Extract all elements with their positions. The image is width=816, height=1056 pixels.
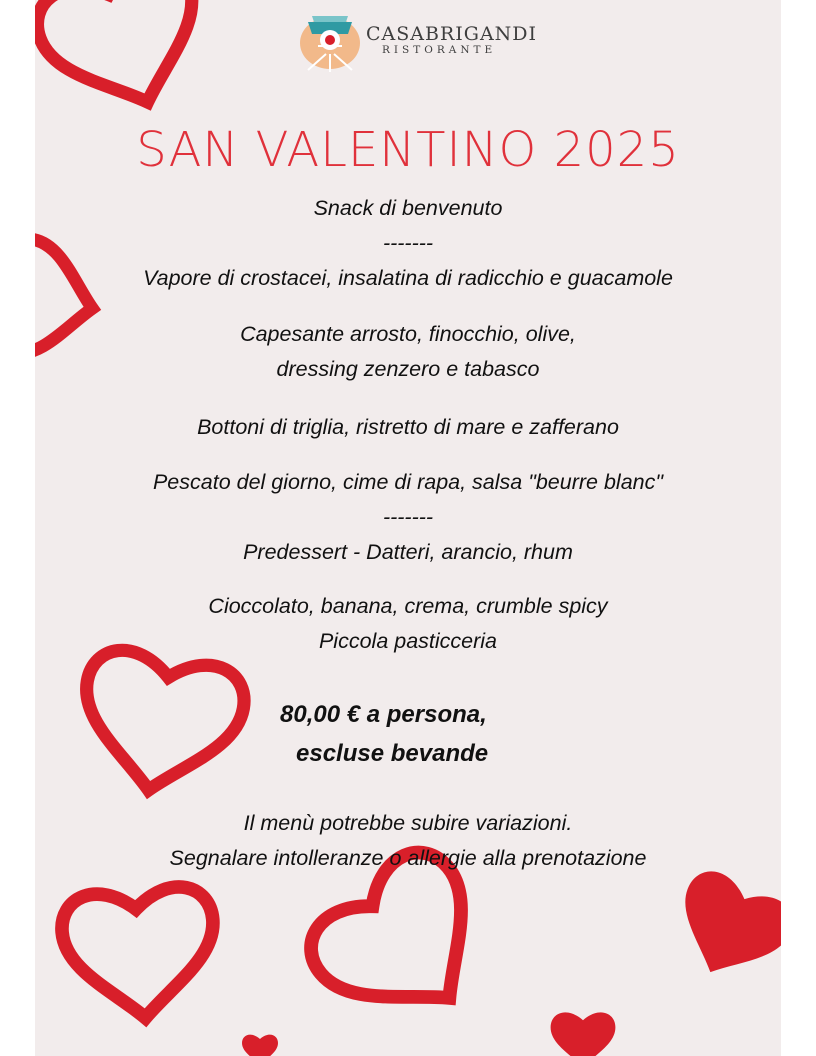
heart-icon (551, 1012, 616, 1056)
menu-item-course-1: Vapore di crostacei, insalatina di radicchio e guacamole (143, 266, 673, 290)
brand-subtitle: RISTORANTE (382, 44, 497, 56)
menu-item-course-3: Bottoni di triglia, ristretto di mare e zafferano (197, 415, 619, 439)
price-line-1: 80,00 € a persona, (280, 701, 487, 728)
menu-item-welcome: Snack di benvenuto (313, 196, 503, 220)
heart-icon (59, 884, 221, 1024)
menu-item-predessert: Predessert - Datteri, arancio, rhum (243, 540, 573, 564)
brand-name: CASABRIGANDI (366, 23, 538, 45)
price-line-2: escluse bevande (296, 740, 489, 767)
note-variations: Il menù potrebbe subire variazioni. (243, 811, 573, 835)
restaurant-logo (298, 10, 538, 72)
heart-icon (71, 645, 250, 804)
heart-icon (35, 0, 222, 129)
menu-item-dessert: Cioccolato, banana, crema, crumble spicy (208, 594, 608, 618)
menu-item-course-4: Pescato del giorno, cime di rapa, salsa "beurre blanc" (152, 470, 664, 494)
heart-icon (660, 863, 781, 995)
menu-item-course-2-line-2: dressing zenzero e tabasco (276, 357, 540, 381)
heart-icon (242, 1035, 278, 1056)
page-title: SAN VALENTINO 2025 (136, 122, 680, 178)
separator: ------- (382, 231, 434, 255)
menu-item-course-2-line-1: Capesante arrosto, finocchio, olive, (240, 322, 576, 346)
note-allergies: Segnalare intolleranze o allergie alla prenotazione (169, 846, 647, 870)
menu-page (35, 0, 781, 1056)
separator: ------- (382, 505, 434, 529)
menu-item-petit-fours: Piccola pasticceria (318, 629, 498, 653)
restaurant-logo-icon (298, 10, 362, 72)
